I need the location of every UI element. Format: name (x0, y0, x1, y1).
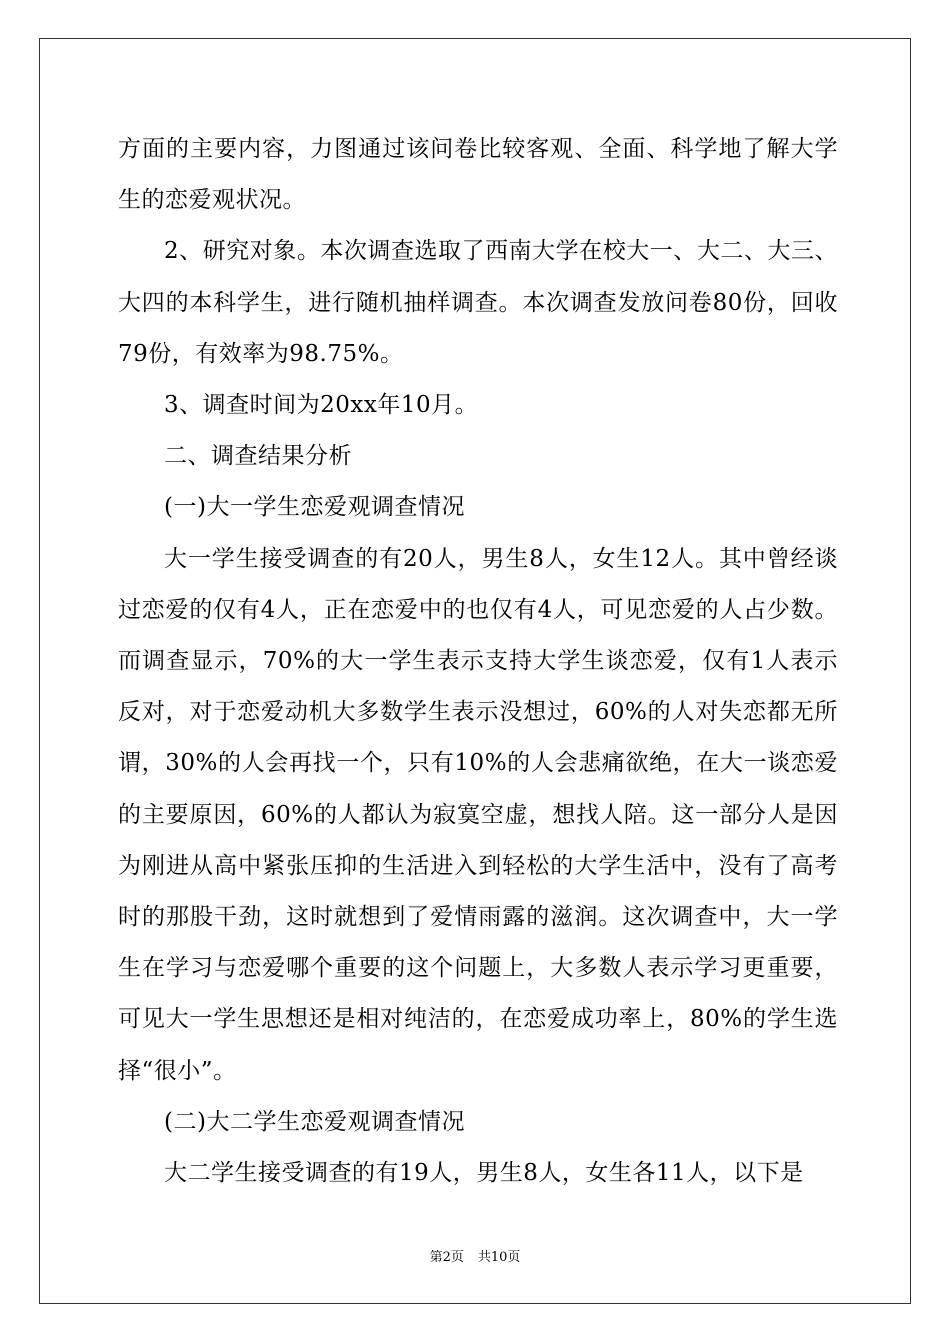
subsection-heading-freshman: (一)大一学生恋爱观调查情况 (164, 494, 465, 521)
subsection-heading-sophomore: (二)大二学生恋爱观调查情况 (164, 1108, 465, 1135)
page-number: 第2页 (429, 1250, 464, 1265)
document-body (118, 124, 838, 1199)
paragraph-sophomore-intro: 大二学生接受调查的有19人，男生8人，女生各11人，以下是 (164, 1160, 804, 1187)
page-footer (0, 1246, 950, 1265)
paragraph-freshman-results: 大一学生接受调查的有20人，男生8人，女生12人。其中曾经谈过恋爱的仅有4人，正在恋爱中的也仅有4人，可见恋爱的人占少数。而调查显示，70%的大一学生表示支持大学生谈恋爱，仅有1人表示反对，对于恋爱动机大多数学生表示没想过，60%的人对失恋都无所谓，30%的人会再找一个，只有10%的人会悲痛欲绝，在大一谈恋爱的主要原因，60%的人都认为寂寞空虚，想找人陪。这一部分人是因为刚进从高中紧张压抑的生活进入到轻松的大学生活中，没有了高考时的那股干劲，这时就想到了爱情雨露的滋润。这次调查中，大一学生在学习与恋爱哪个重要的这个问题上，大多数人表示学习更重要，可见大一学生思想还是相对纯洁的，在恋爱成功率上，80%的学生选择“很小”。 (118, 545, 838, 1084)
section-heading-results: 二、调查结果分析 (164, 443, 352, 470)
paragraph-survey-time: 3、调查时间为20xx年10月。 (164, 392, 479, 419)
paragraph-research-subjects: 2、研究对象。本次调查选取了西南大学在校大一、大二、大三、大四的本科学生，进行随机抽样调查。本次调查发放问卷80份，回收79份，有效率为98.75%。 (118, 238, 838, 367)
page-total: 共10页 (477, 1250, 521, 1265)
paragraph-continuation: 方面的主要内容，力图通过该问卷比较客观、全面、科学地了解大学生的恋爱观状况。 (118, 136, 838, 214)
